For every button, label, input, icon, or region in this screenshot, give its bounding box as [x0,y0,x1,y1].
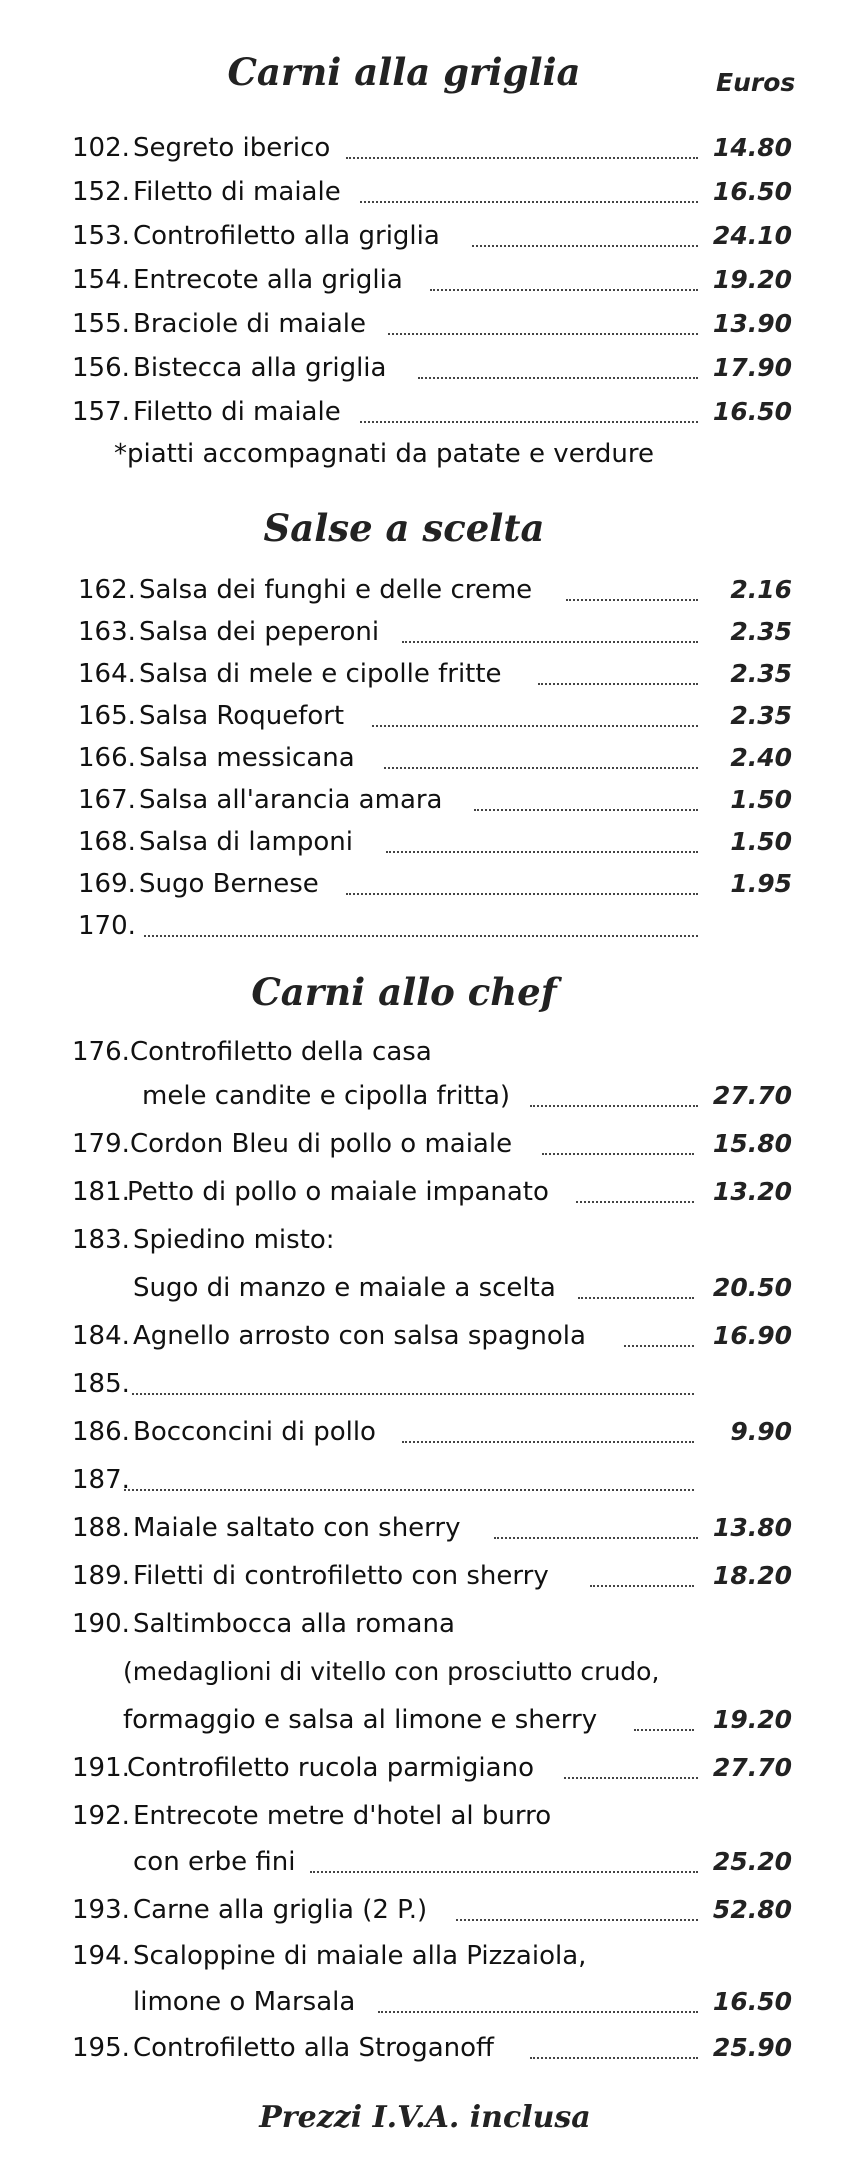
item-number: 187. [72,1465,130,1495]
item-name: Controfiletto alla Stroganoff [133,2033,494,2063]
item-name: Sugo Bernese [139,869,319,899]
item-name: Bistecca alla griglia [133,353,387,383]
dot-leader [590,1545,694,1587]
menu-item [0,216,850,256]
dot-leader [346,117,698,159]
item-number: 154. [72,265,130,295]
item-name: Segreto iberico [133,133,331,163]
item-price: 27.70 [712,1753,792,1782]
item-name: Salsa di mele e cipolle fritte [139,659,502,689]
dot-leader [388,293,698,335]
dot-leader [132,1353,694,1395]
item-number: 193. [72,1895,130,1925]
menu-item-extra [0,1652,850,1692]
menu-item [0,172,850,212]
section-title: Carni allo chef [251,970,557,1014]
item-number: 194. [72,1941,130,1971]
dot-leader [346,853,698,895]
menu-item [0,1364,850,1404]
dot-leader [538,643,698,685]
menu-item [0,1748,850,1788]
item-number: 188. [72,1513,130,1543]
item-name: Controfiletto rucola parmigiano [127,1753,534,1783]
item-name: Cordon Bleu di pollo o maiale [130,1129,513,1159]
item-number: 102. [72,133,130,163]
menu-item-continuation [0,1700,850,1740]
menu-item [0,1032,850,1072]
item-number: 190. [72,1609,130,1639]
item-name: Entrecote alla griglia [133,265,403,295]
dot-leader [472,205,698,247]
item-price: 20.50 [712,1273,792,1302]
item-price: 13.90 [712,309,792,338]
item-name: Braciole di maiale [133,309,366,339]
menu-item [0,906,850,946]
dot-leader [578,1257,694,1299]
item-number: 184. [72,1321,130,1351]
menu-item [0,1172,850,1212]
menu-item-continuation [0,1076,850,1116]
item-price: 2.35 [730,701,792,730]
item-name: Filetti di controfiletto con sherry [133,1561,549,1591]
item-number: 189. [72,1561,130,1591]
dot-leader [402,1401,694,1443]
item-price: 2.16 [730,575,792,604]
menu-item [0,738,850,778]
item-price: 25.20 [712,1847,792,1876]
dot-leader [360,381,698,423]
item-number: 181. [72,1177,130,1207]
menu-item [0,2028,850,2068]
dot-leader [402,601,698,643]
section-title: Salse a scelta [263,506,545,550]
dot-leader [372,685,698,727]
dot-leader [530,1065,698,1107]
dot-leader [456,1879,698,1921]
dot-leader [624,1305,694,1347]
item-price: 19.20 [712,1705,792,1734]
dot-leader [310,1831,698,1873]
item-number: 166. [78,743,136,773]
item-name: Maiale saltato con sherry [133,1513,461,1543]
item-name: Salsa dei funghi e delle creme [139,575,533,605]
dot-leader [418,337,698,379]
item-price: 2.40 [730,743,792,772]
item-name: Controfiletto alla griglia [133,221,440,251]
item-price: 17.90 [712,353,792,382]
item-number: 163. [78,617,136,647]
item-name: Petto di pollo o maiale impanato [127,1177,549,1207]
item-number: 186. [72,1417,130,1447]
dot-leader [124,1449,694,1491]
item-price: 2.35 [730,659,792,688]
item-name: Controfiletto della casa [130,1037,432,1067]
item-name: Bocconcini di pollo [133,1417,376,1447]
menu-item [0,1412,850,1452]
dot-leader [386,811,698,853]
dot-leader [566,559,698,601]
item-name: Salsa messicana [139,743,355,773]
item-number: 192. [72,1801,130,1831]
dot-leader [530,2017,698,2059]
menu-item [0,1220,850,1260]
dot-leader [564,1737,698,1779]
item-price: 24.10 [712,221,792,250]
item-price: 1.95 [730,869,792,898]
menu-item [0,1460,850,1500]
item-name: Filetto di maiale [133,397,341,427]
menu-item-continuation [0,1268,850,1308]
item-price: 16.50 [712,177,792,206]
section-note: *piatti accompagnati da patate e verdure [114,439,655,469]
menu-item-continuation [0,1982,850,2022]
item-number: 185. [72,1369,130,1399]
item-number: 195. [72,2033,130,2063]
dot-leader [576,1161,694,1203]
item-name: Salsa di lamponi [139,827,353,857]
item-continuation: limone o Marsala [133,1987,356,2017]
dot-leader [494,1497,698,1539]
item-name: Saltimbocca alla romana [133,1609,455,1639]
item-name: Spiedino misto: [133,1225,335,1255]
menu-item [0,1796,850,1836]
item-name: Entrecote metre d'hotel al burro [133,1801,552,1831]
menu-item [0,1508,850,1548]
item-name: Scaloppine di maiale alla Pizzaiola, [133,1941,587,1971]
item-price: 16.50 [712,397,792,426]
item-number: 170. [78,911,136,941]
item-number: 162. [78,575,136,605]
item-number: 167. [78,785,136,815]
dot-leader [144,895,698,937]
item-number: 157. [72,397,130,427]
item-number: 152. [72,177,130,207]
item-price: 13.80 [712,1513,792,1542]
menu-item [0,1316,850,1356]
item-price: 1.50 [730,827,792,856]
dot-leader [542,1113,694,1155]
item-number: 169. [78,869,136,899]
item-price: 19.20 [712,265,792,294]
item-price: 2.35 [730,617,792,646]
item-name: Salsa all'arancia amara [139,785,443,815]
item-price: 52.80 [712,1895,792,1924]
item-name: Salsa Roquefort [139,701,345,731]
item-price: 13.20 [712,1177,792,1206]
menu-item-continuation [0,1842,850,1882]
item-number: 176. [72,1037,130,1067]
item-number: 164. [78,659,136,689]
item-extra: (medaglioni di vitello con prosciutto crudo, [123,1657,660,1686]
menu-item [0,1556,850,1596]
item-name: Salsa dei peperoni [139,617,380,647]
dot-leader [384,727,698,769]
item-price: 27.70 [712,1081,792,1110]
menu-item [0,1890,850,1930]
item-name: Carne alla griglia (2 P.) [133,1895,428,1925]
item-number: 168. [78,827,136,857]
item-continuation: formaggio e salsa al limone e sherry [123,1705,598,1735]
item-number: 165. [78,701,136,731]
dot-leader [360,161,698,203]
menu-item [0,1604,850,1644]
item-number: 183. [72,1225,130,1255]
item-price: 9.90 [730,1417,792,1446]
item-number: 191. [72,1753,130,1783]
menu-item [0,1124,850,1164]
menu-item [0,392,850,432]
item-number: 155. [72,309,130,339]
item-name: Filetto di maiale [133,177,341,207]
item-price: 15.80 [712,1129,792,1158]
item-number: 156. [72,353,130,383]
item-name: Agnello arrosto con salsa spagnola [133,1321,586,1351]
item-price: 25.90 [712,2033,792,2062]
menu-item [0,1936,850,1976]
dot-leader [474,769,698,811]
dot-leader [378,1971,698,2013]
item-price: 16.90 [712,1321,792,1350]
item-continuation: con erbe fini [133,1847,296,1877]
item-price: 14.80 [712,133,792,162]
item-number: 179. [72,1129,130,1159]
dot-leader [634,1689,694,1731]
item-continuation: mele candite e cipolla fritta) [142,1081,511,1111]
item-price: 1.50 [730,785,792,814]
dot-leader [430,249,698,291]
item-price: 18.20 [712,1561,792,1590]
item-number: 153. [72,221,130,251]
footer-note: Prezzi I.V.A. inclusa [259,2100,591,2135]
currency-label: Euros [716,68,796,97]
item-continuation: Sugo di manzo e maiale a scelta [133,1273,556,1303]
section-title: Carni alla griglia [227,50,581,94]
item-price: 16.50 [712,1987,792,2016]
menu-item [0,612,850,652]
